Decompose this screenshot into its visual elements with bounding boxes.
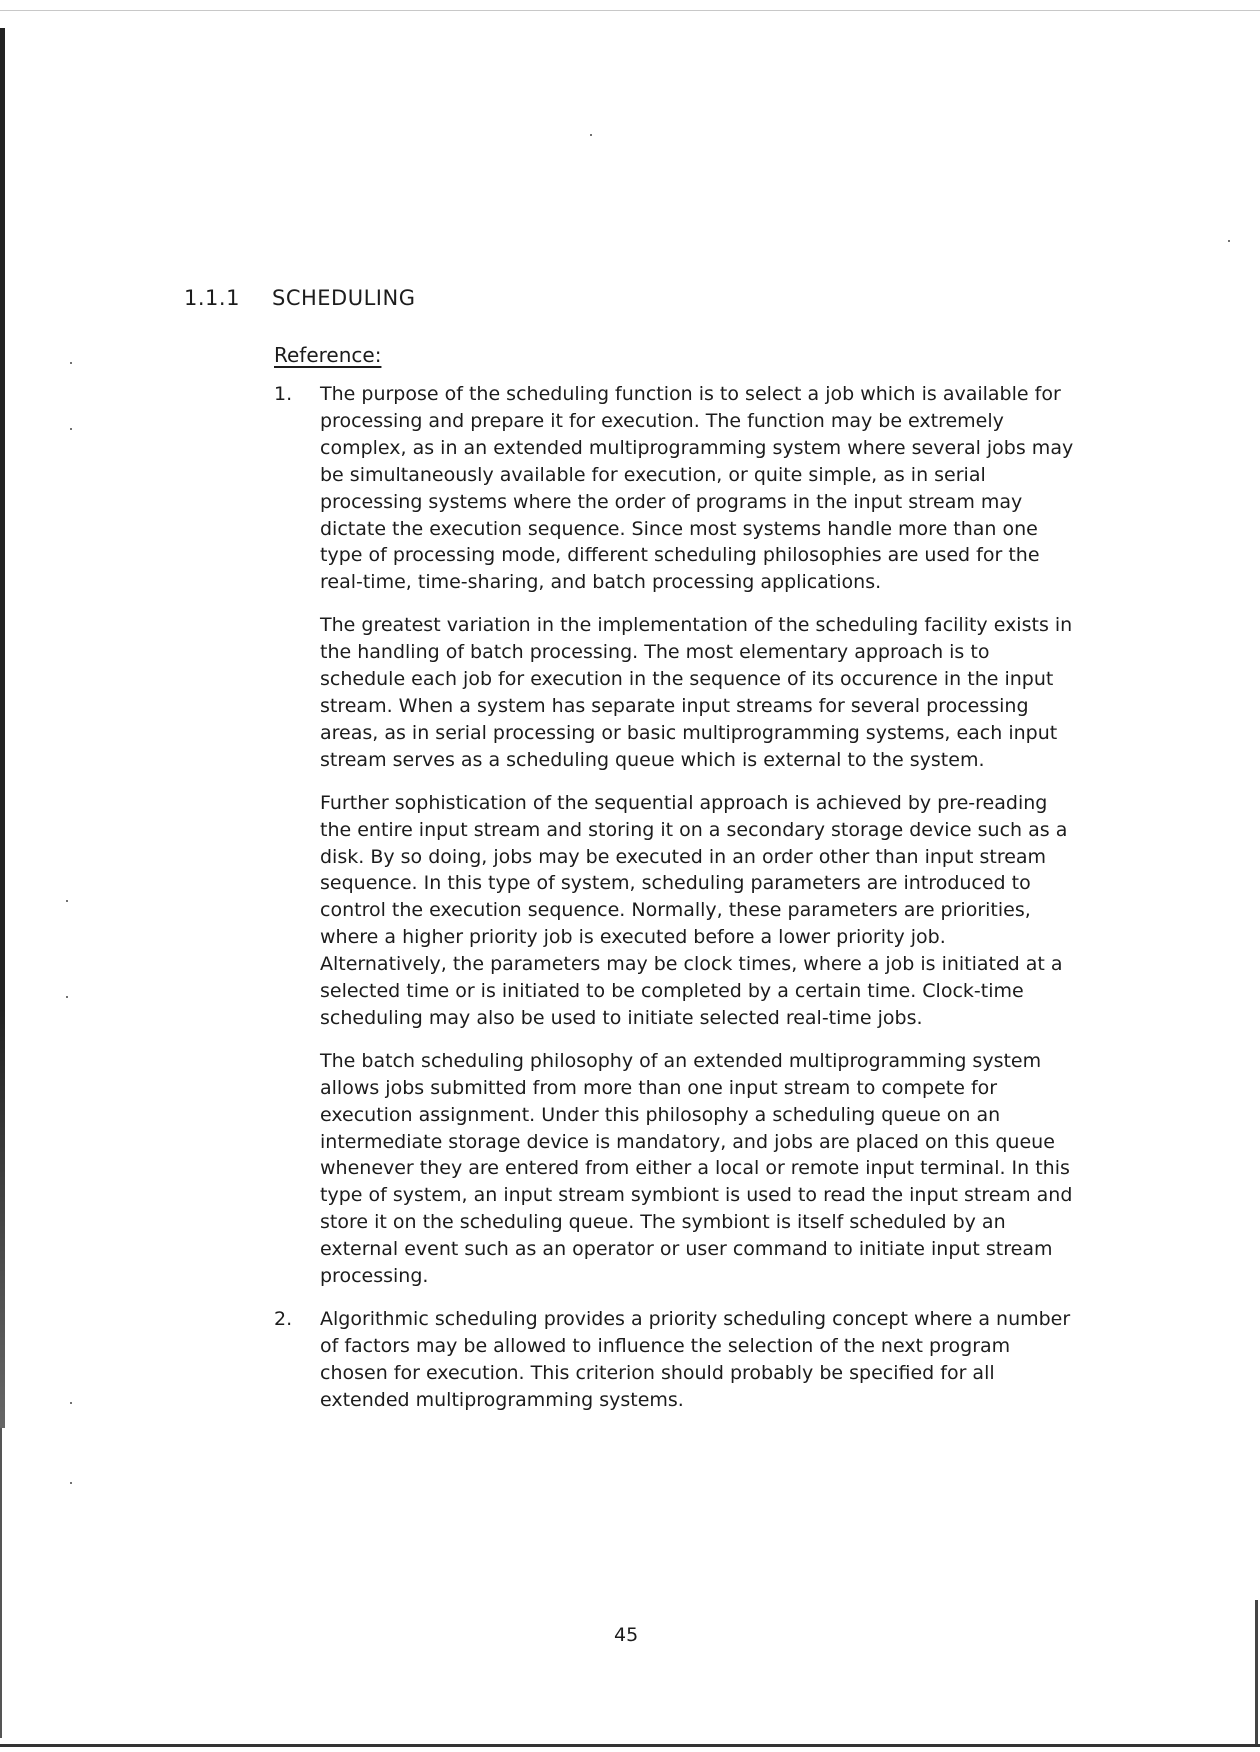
reference-label: Reference:	[274, 343, 382, 367]
scan-speck	[70, 362, 72, 364]
scan-left-edge	[0, 28, 5, 1428]
paragraph: Further sophistication of the sequential approach is achieved by pre-reading the entire input stream and storing it on a secondary storage device such as a disk. By so doing, jobs may be executed in an order other than input stream sequence. In this type of system, scheduling parameters are introduced to control the execution sequence. Normally, these parameters are priorities, where a higher priority job is executed before a lower priority job. Alternatively, the parameters may be clock times, where a job is initiated at a selected time or is initiated to be completed by a certain time. Clock-time scheduling may also be used to initiate selected real-time jobs.	[320, 791, 1068, 1029]
scan-speck	[70, 428, 72, 430]
paragraph: The greatest variation in the implementation of the scheduling facility exists in the handling of batch processing. The most elementary approach is to schedule each job for execution in the sequence of its occurence in the input stream. When a system has separate input streams for several processing areas, as in serial processing or basic multiprogramming systems, each input stream serves as a scheduling queue which is external to the system.	[320, 614, 1073, 771]
scan-left-edge-lower	[0, 1428, 2, 1738]
section-number: 1.1.1	[184, 286, 240, 310]
scan-right-edge	[1255, 1600, 1258, 1745]
document-body	[274, 381, 1074, 1430]
scan-speck	[70, 1482, 72, 1484]
page-number: 45	[614, 1624, 639, 1646]
scan-top-edge	[0, 10, 1260, 11]
list-item-1	[274, 381, 1074, 1290]
scan-speck	[1228, 240, 1230, 242]
scan-bottom-edge	[0, 1744, 1260, 1747]
list-item-2	[274, 1306, 1074, 1414]
scan-speck	[66, 996, 68, 998]
paragraph: The purpose of the scheduling function is to select a job which is available for processing and prepare it for execution. The function may be extremely complex, as in an extended multiprogramming system where several jobs may be simultaneously available for execution, or quite simple, as in serial processing systems where the order of programs in the input stream may dictate the execution sequence. Since most systems handle more than one type of processing mode, different scheduling philosophies are used for the real-time, time-sharing, and batch processing applications.	[320, 383, 1074, 594]
section-title: SCHEDULING	[272, 286, 416, 310]
list-marker: 2.	[274, 1308, 293, 1330]
scan-speck	[70, 1402, 72, 1404]
paragraph: The batch scheduling philosophy of an extended multiprogramming system allows jobs submitted from more than one input stream to compete for execution assignment. Under this philosophy a scheduling queue on an intermediate storage device is mandatory, and jobs are placed on this queue whenever they are entered from either a local or remote input terminal. In this type of system, an input stream symbiont is used to read the input stream and store it on the scheduling queue. The symbiont is itself scheduled by an external event such as an operator or user command to initiate input stream processing.	[320, 1049, 1073, 1288]
scan-speck	[66, 900, 68, 902]
list-marker: 1.	[274, 383, 293, 405]
scan-speck	[590, 134, 592, 136]
paragraph: Algorithmic scheduling provides a priority scheduling concept where a number of factors may be allowed to influence the selection of the next program chosen for execution. This criterion should probably be specified for all extended multiprogramming systems.	[320, 1308, 1071, 1411]
section-heading	[184, 286, 415, 310]
